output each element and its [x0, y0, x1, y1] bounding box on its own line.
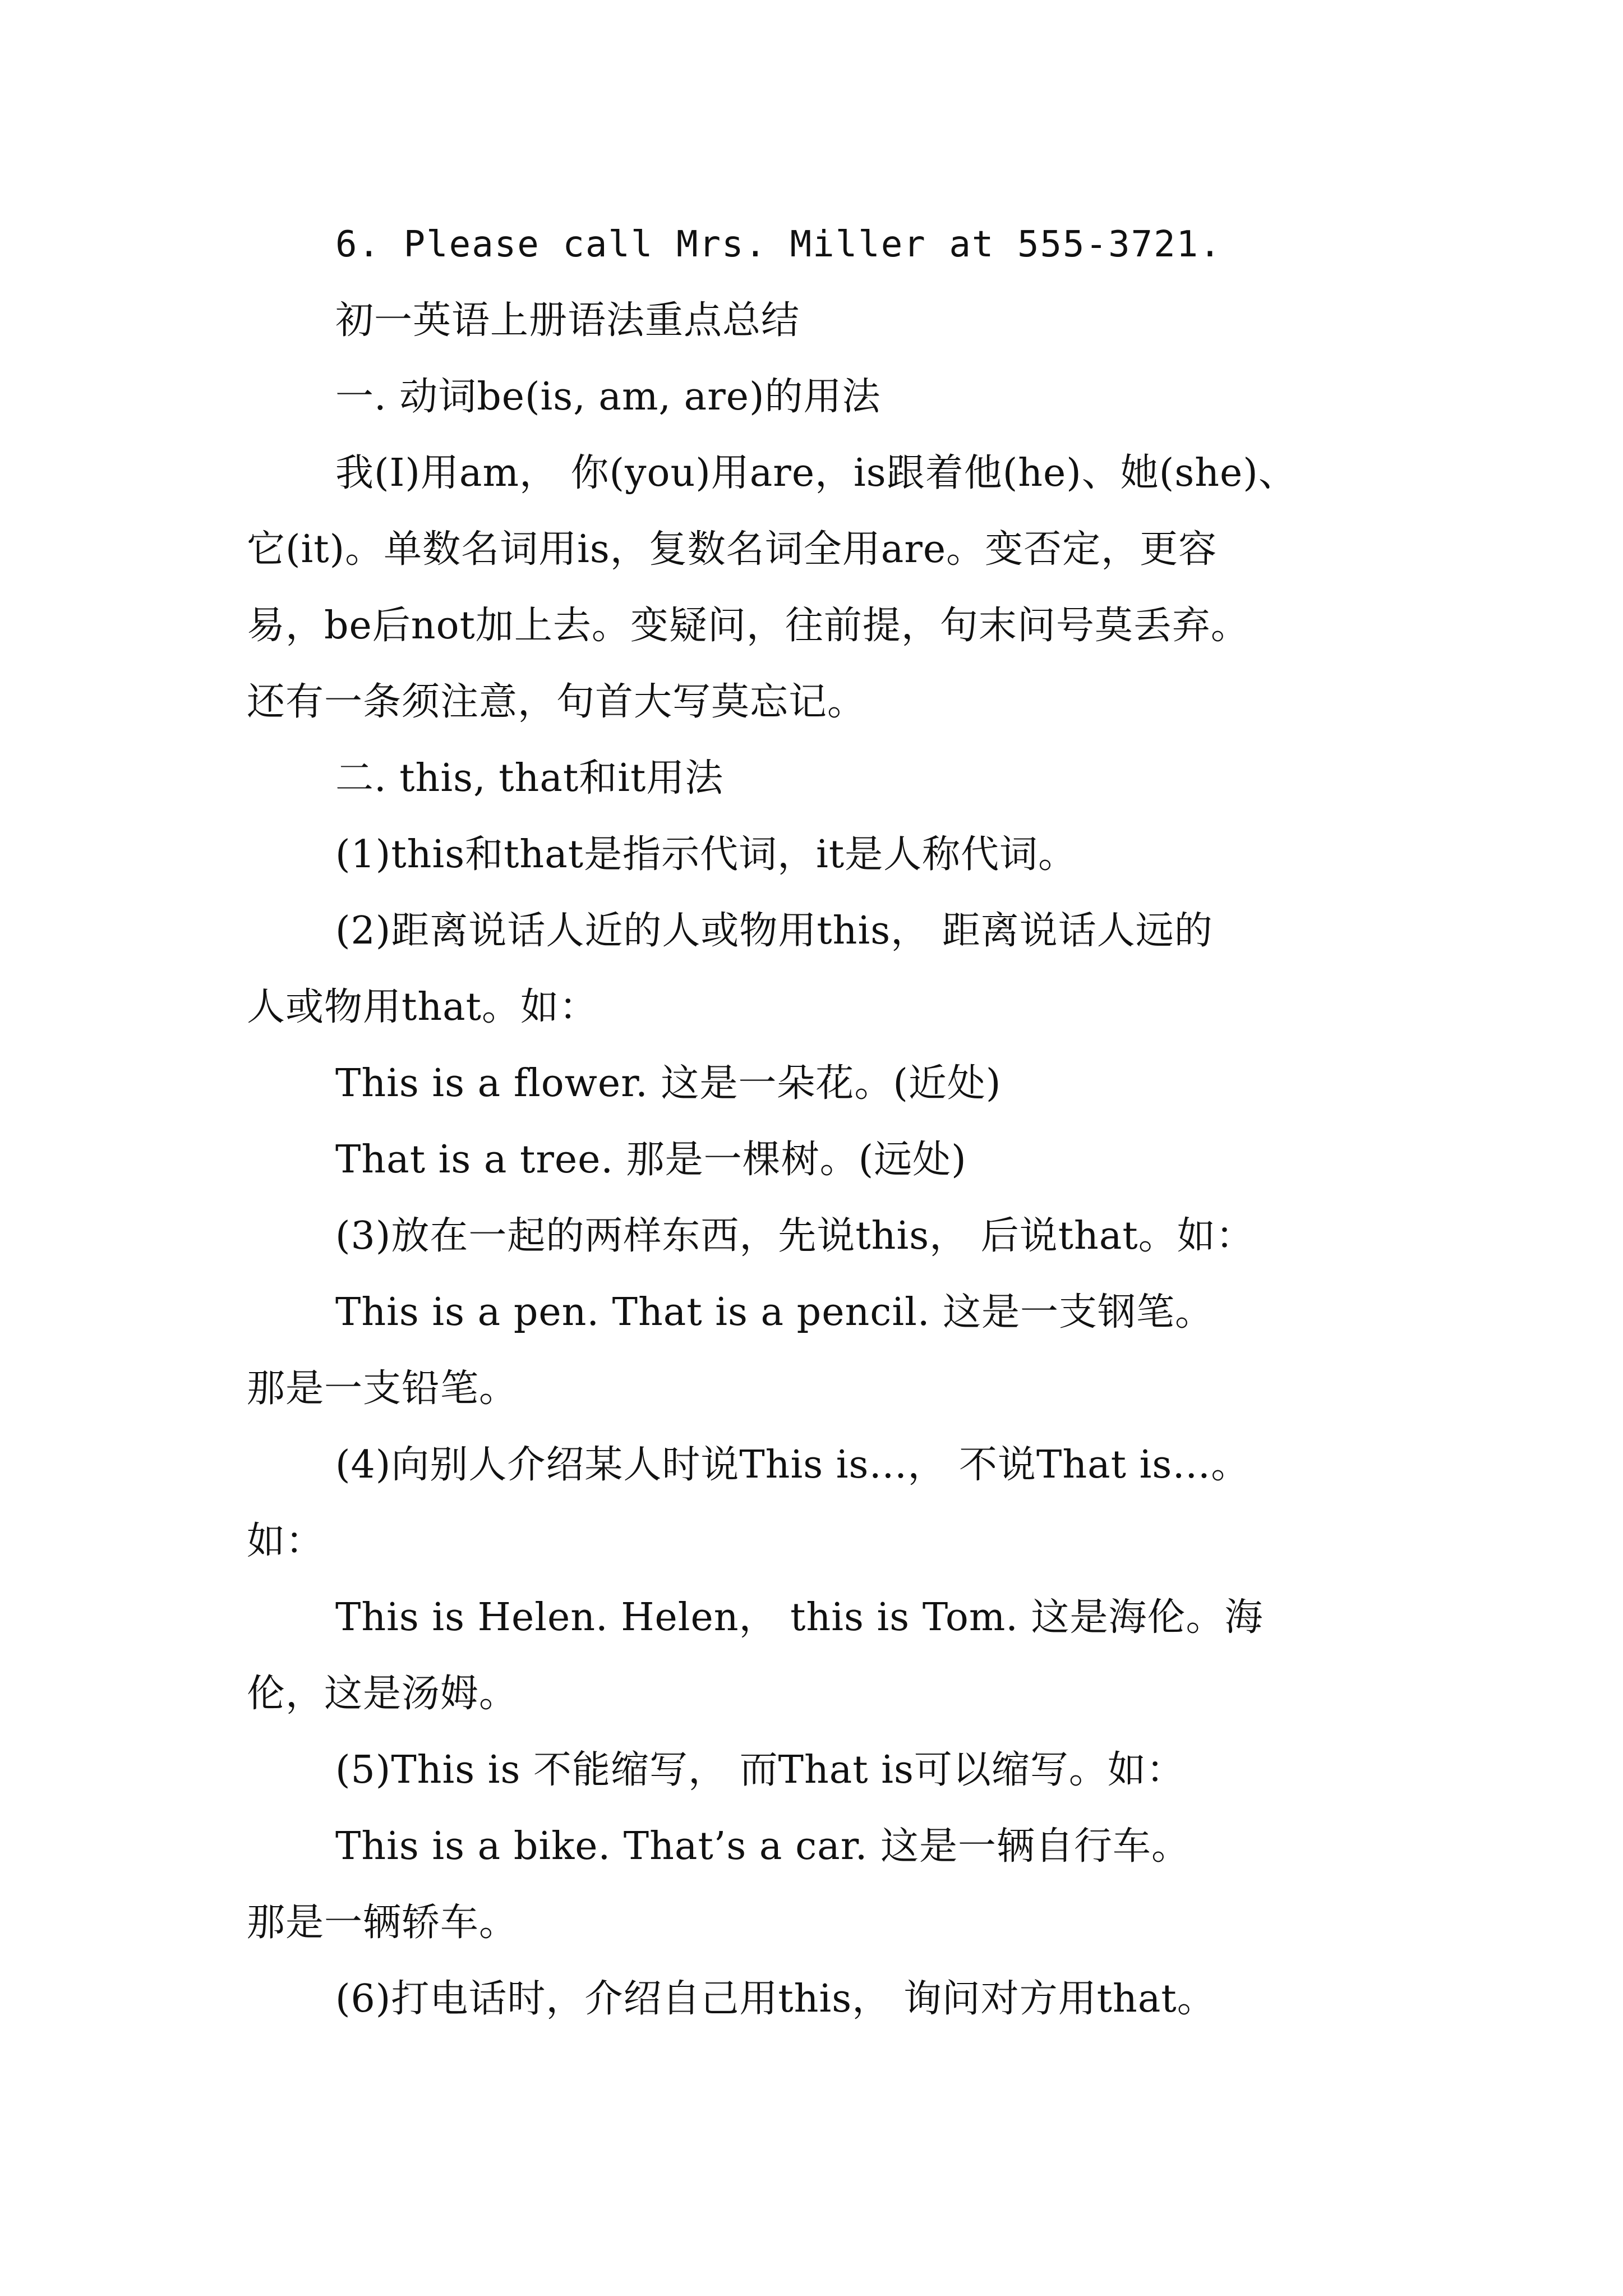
heading-be-usage: 一. 动词be(is, am, are)的用法: [335, 375, 881, 419]
point-1: (1)this和that是指示代词，it是人称代词。: [335, 832, 1077, 877]
paragraph-be-line-4: 还有一条须注意，句首大写莫忘记。: [247, 680, 866, 724]
example-bike-line-2: 那是一辆轿车。: [247, 1901, 518, 1945]
section-title: 初一英语上册语法重点总结: [335, 298, 800, 343]
example-tree: That is a tree. 那是一棵树。(远处): [335, 1138, 967, 1182]
point-5: (5)This is 不能缩写， 而That is可以缩写。如：: [335, 1748, 1185, 1792]
paragraph-be-line-2: 它(it)。单数名词用is，复数名词全用are。变否定，更容: [247, 527, 1218, 572]
example-flower: This is a flower. 这是一朵花。(近处): [335, 1061, 1002, 1106]
heading-this-that-it: 二. this, that和it用法: [335, 756, 724, 800]
point-6: (6)打电话时，介绍自己用this， 询问对方用that。: [335, 1977, 1216, 2021]
point-2-line-2: 人或物用that。如：: [247, 985, 598, 1029]
point-2-line-1: (2)距离说话人近的人或物用this， 距离说话人远的: [335, 909, 1213, 953]
point-3: (3)放在一起的两样东西，先说this， 后说that。如：: [335, 1214, 1255, 1258]
paragraph-be-line-3: 易，be后not加上去。变疑问，往前提，句末问号莫丢弃。: [247, 604, 1249, 648]
example-pen-line-1: This is a pen. That is a pencil. 这是一支钢笔。: [335, 1290, 1214, 1335]
paragraph-be-line-1: 我(I)用am， 你(you)用are，is跟着他(he)、她(she)、: [335, 451, 1297, 495]
point-4-line-2: 如：: [247, 1519, 325, 1563]
point-4-line-1: (4)向别人介绍某人时说This is…， 不说That is…。: [335, 1443, 1250, 1487]
example-bike-line-1: This is a bike. That’s a car. 这是一辆自行车。: [335, 1824, 1190, 1869]
text-line-example-phone: 6. Please call Mrs. Miller at 555-3721.: [335, 224, 1222, 265]
example-pen-line-2: 那是一支铅笔。: [247, 1366, 518, 1411]
example-helen-line-1: This is Helen. Helen， this is Tom. 这是海伦。海: [335, 1595, 1264, 1640]
example-helen-line-2: 伦，这是汤姆。: [247, 1672, 518, 1716]
